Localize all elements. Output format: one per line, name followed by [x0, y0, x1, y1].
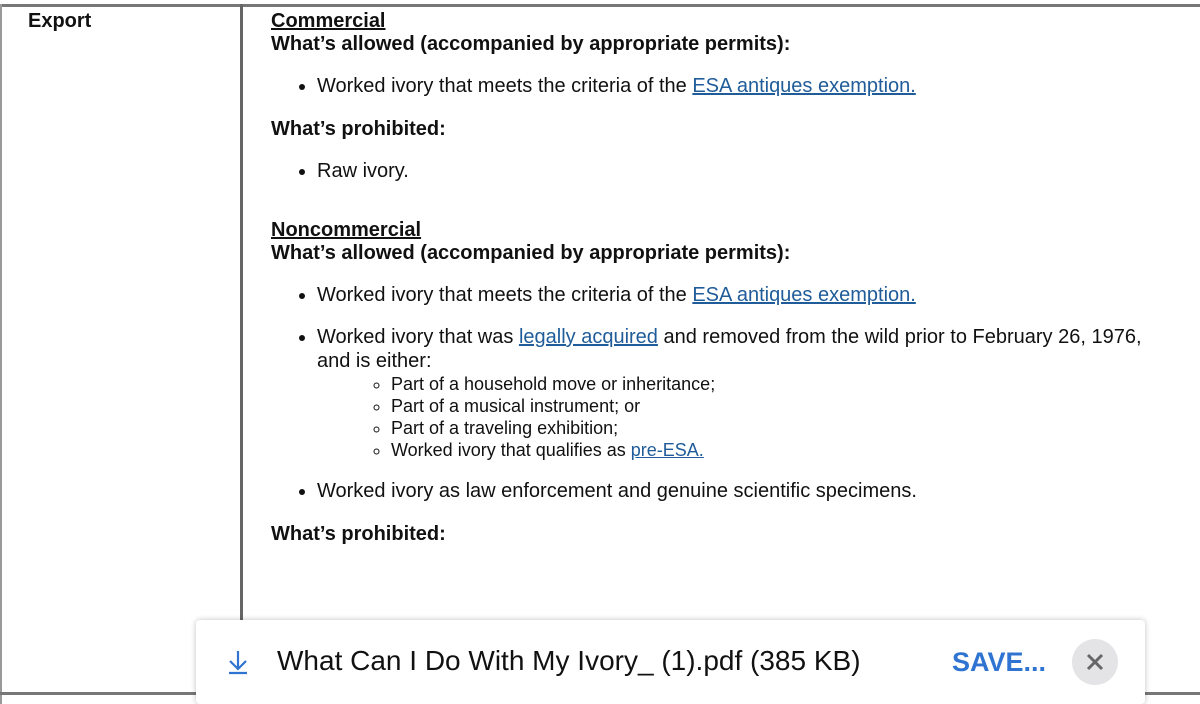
commercial-prohibited-heading: What’s prohibited: [271, 118, 446, 140]
table-column-divider [240, 4, 243, 694]
legally-acquired-link[interactable]: legally acquired [518, 326, 658, 348]
commercial-allowed-list [271, 74, 1171, 98]
sub-item: ◦ Part of a musical instrument; or [391, 395, 1171, 417]
save-button[interactable]: SAVE... [952, 647, 1047, 677]
sub-list [317, 373, 1171, 461]
export-cell [271, 10, 1171, 546]
close-button[interactable] [1072, 639, 1118, 685]
commercial-prohibited-list [271, 159, 1171, 183]
commercial-heading: Commercial [271, 10, 386, 32]
close-icon [1086, 653, 1104, 671]
sub-item: ◦ Part of a traveling exhibition; [391, 417, 1171, 439]
sub-item [391, 439, 1171, 461]
noncommercial-allowed-list [271, 283, 1171, 503]
list-item: • Raw ivory. [317, 159, 1171, 183]
download-arrow-icon[interactable] [226, 648, 250, 676]
esa-antiques-link[interactable]: ESA antiques exemption. [692, 75, 916, 97]
esa-antiques-link[interactable]: ESA antiques exemption. [692, 284, 916, 306]
row-label: Export [28, 10, 92, 32]
item-text: Worked ivory that meets the criteria of the [317, 75, 693, 97]
item-text: Worked ivory that was [317, 326, 519, 348]
noncommercial-heading: Noncommercial [271, 219, 422, 241]
item-text: Worked ivory that qualifies as [391, 440, 631, 460]
list-item [317, 325, 1171, 461]
table-top-border [0, 4, 1200, 7]
noncommercial-prohibited-heading: What’s prohibited: [271, 523, 446, 545]
list-item [317, 74, 1171, 98]
noncommercial-allowed-heading: What’s allowed (accompanied by appropriate permits): [271, 242, 791, 264]
table-left-border [0, 4, 2, 704]
item-text: and removed from the wild prior to February 26, 1976, and is either: [317, 326, 1142, 372]
download-bar [196, 620, 1145, 704]
pre-esa-link[interactable]: pre-ESA. [630, 440, 704, 460]
commercial-allowed-heading: What’s allowed (accompanied by appropriate permits): [271, 33, 791, 55]
download-filename: What Can I Do With My Ivory_ (1).pdf (385 KB) [277, 645, 861, 676]
list-item [317, 283, 1171, 307]
sub-item: ◦ Part of a household move or inheritance; [391, 373, 1171, 395]
item-text: Worked ivory that meets the criteria of the [317, 284, 693, 306]
list-item: • Worked ivory as law enforcement and genuine scientific specimens. [317, 479, 1171, 503]
